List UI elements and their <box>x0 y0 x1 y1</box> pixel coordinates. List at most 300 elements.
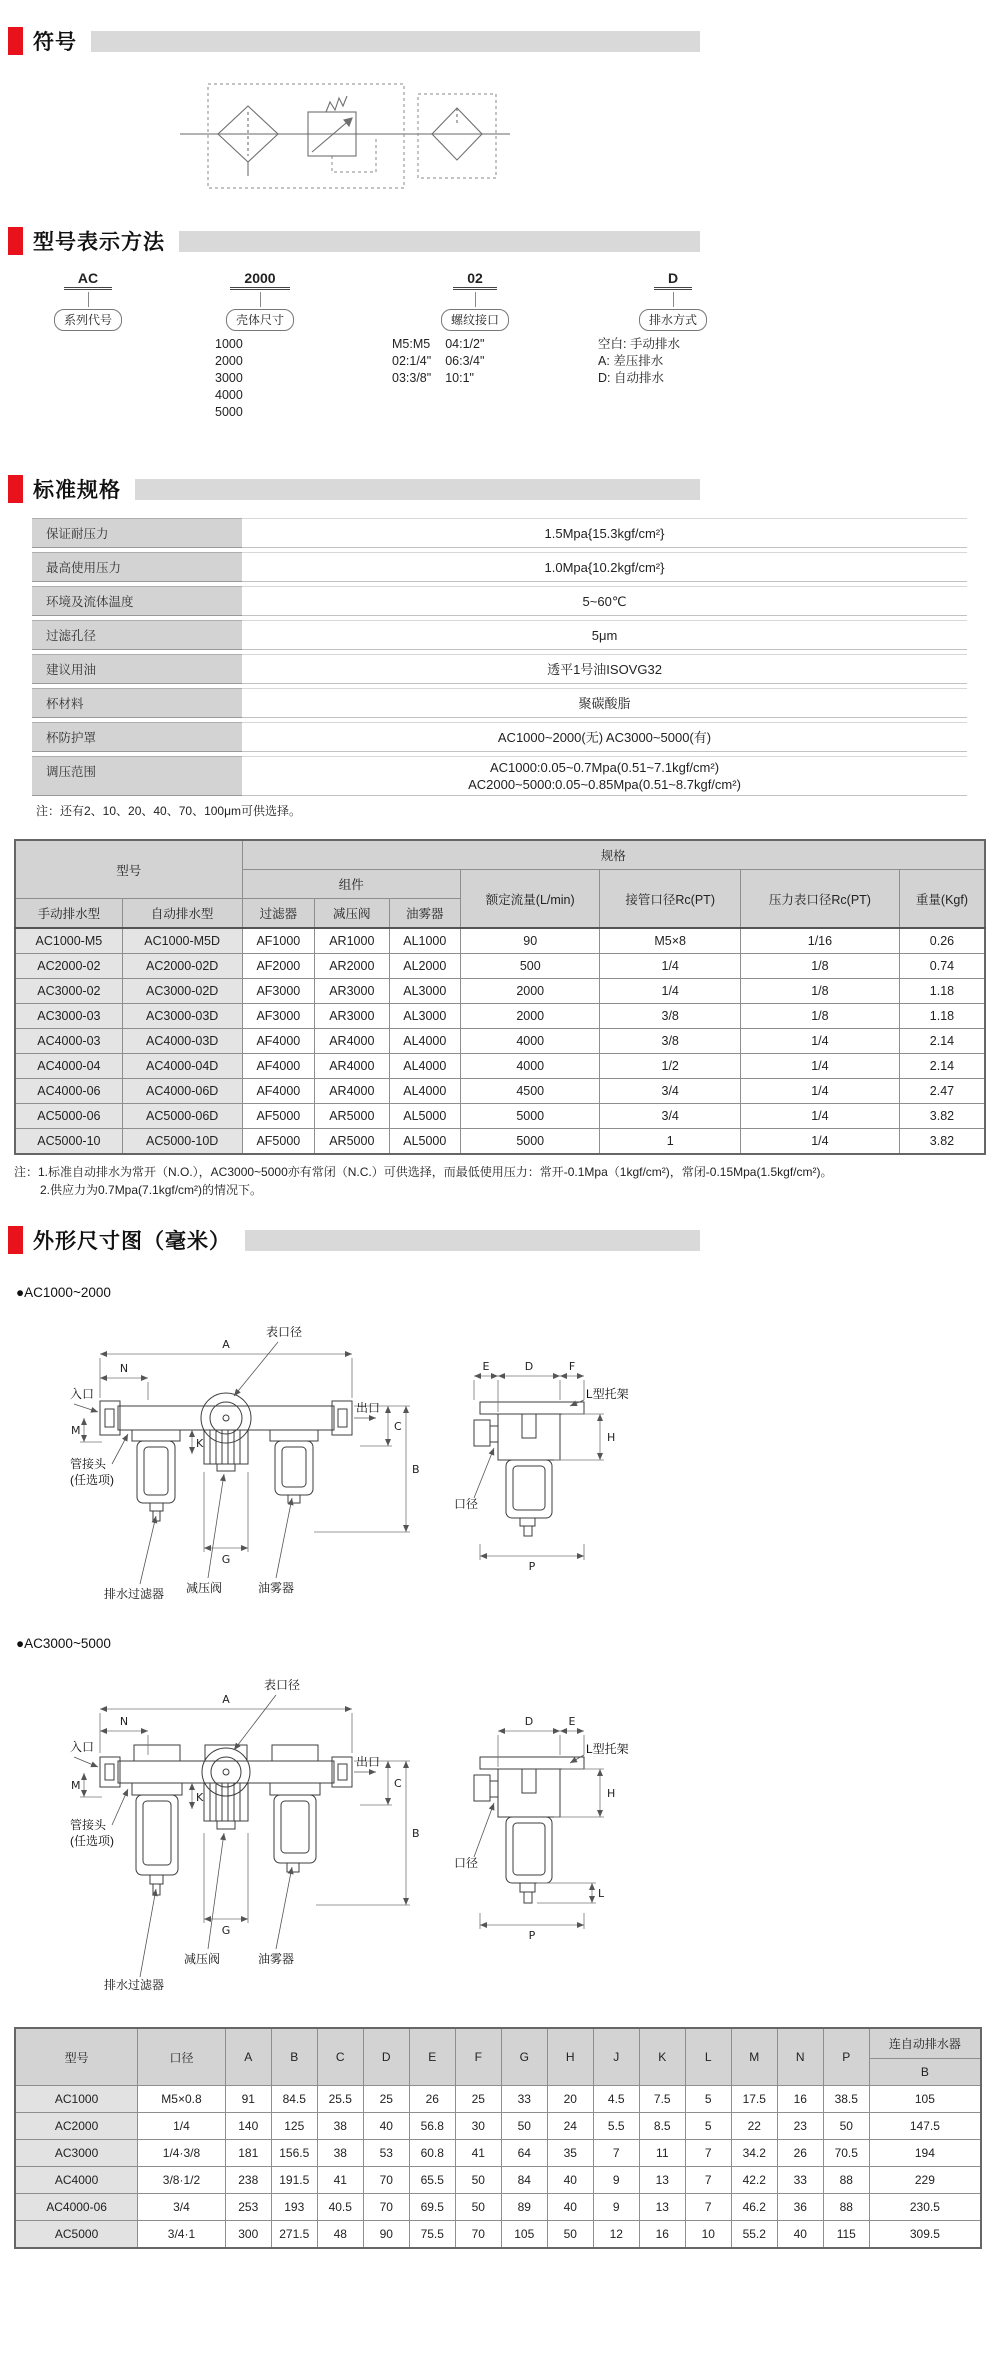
table-cell: AC5000-06D <box>122 1104 242 1129</box>
table-cell: 70 <box>455 2221 501 2249</box>
spec-label: 杯防护罩 <box>32 722 242 752</box>
table-cell: 20 <box>547 2086 593 2113</box>
dashed-boxes <box>208 84 496 188</box>
table-row <box>15 2140 981 2167</box>
callout-lubricator: 油雾器 <box>258 1952 295 1966</box>
callout-l-bracket: L型托架 <box>586 1387 629 1401</box>
table-cell: AR5000 <box>315 1104 390 1129</box>
table-cell: 22 <box>731 2113 777 2140</box>
spec-row <box>32 552 967 582</box>
column-header-spec: 规格 <box>242 840 985 870</box>
column-header-auto-drain-B: B <box>869 2059 981 2086</box>
table-cell: 229 <box>869 2167 981 2194</box>
table-row <box>15 979 985 1004</box>
table-cell: AF2000 <box>242 954 314 979</box>
table-cell: AF3000 <box>242 1004 314 1029</box>
size-options-list <box>205 336 315 421</box>
table-cell: 194 <box>869 2140 981 2167</box>
table-cell: M5×8 <box>600 928 740 954</box>
spec-row <box>32 620 967 650</box>
table-cell: 4000 <box>461 1054 600 1079</box>
connector-line <box>475 292 476 307</box>
dim-label-P: P <box>528 1929 536 1942</box>
table-cell: 181 <box>225 2140 271 2167</box>
dim-label-K: K <box>196 1791 204 1804</box>
table-cell: 38 <box>317 2113 363 2140</box>
code-segment: 2000 <box>230 270 289 290</box>
dim-label-B: B <box>412 1827 420 1840</box>
table-row <box>15 2167 981 2194</box>
dim-label-M: M <box>71 1779 81 1792</box>
table-row <box>15 1004 985 1029</box>
table-cell: AL2000 <box>389 954 460 979</box>
column-header-J: J <box>593 2028 639 2086</box>
table-row <box>15 2221 981 2249</box>
table-cell: 253 <box>225 2194 271 2221</box>
dimension-table-body <box>15 2086 981 2249</box>
table-cell: 84 <box>501 2167 547 2194</box>
table-row <box>15 1129 985 1155</box>
dimension-lines <box>80 1354 604 1560</box>
table-row <box>15 928 985 954</box>
callout-fitting: 管接头 <box>70 1457 107 1471</box>
table-cell: AC3000-03 <box>15 1004 122 1029</box>
table-cell: M5×0.8 <box>138 2086 226 2113</box>
section-heading-specs <box>8 474 700 504</box>
table-cell: 25.5 <box>317 2086 363 2113</box>
red-marker-icon <box>8 475 23 503</box>
callout-lubricator: 油雾器 <box>258 1581 295 1595</box>
table-cell: 65.5 <box>409 2167 455 2194</box>
table-cell: AC3000-02D <box>122 979 242 1004</box>
spec-row <box>32 756 967 796</box>
table-cell: 38 <box>317 2140 363 2167</box>
column-header-A: A <box>225 2028 271 2086</box>
table-cell: 1/4 <box>600 979 740 1004</box>
table-cell: AC3000-03D <box>122 1004 242 1029</box>
dimension-drawing-ac3000-5000 <box>70 1657 670 1997</box>
table-cell: 46.2 <box>731 2194 777 2221</box>
table-cell: 40.5 <box>317 2194 363 2221</box>
table-cell: 16 <box>639 2221 685 2249</box>
table-cell: AR2000 <box>315 954 390 979</box>
table-cell: 1/8 <box>740 1004 899 1029</box>
table-cell: 1 <box>600 1129 740 1155</box>
code-meaning-box: 系列代号 <box>54 309 122 331</box>
table-cell: 90 <box>363 2221 409 2249</box>
table-cell: AC4000-03 <box>15 1029 122 1054</box>
table-cell: 89 <box>501 2194 547 2221</box>
table-cell: AC4000-06 <box>15 1079 122 1104</box>
column-header-model: 型号 <box>15 840 242 899</box>
table-cell: AC1000 <box>15 2086 138 2113</box>
table-cell: 7 <box>593 2140 639 2167</box>
table-cell: AC4000 <box>15 2167 138 2194</box>
table-cell: 12 <box>593 2221 639 2249</box>
table-cell: 2000 <box>461 1004 600 1029</box>
column-header-auto-drain: 自动排水型 <box>122 899 242 929</box>
heading-bar <box>135 479 700 500</box>
dimension-drawing-ac1000-2000 <box>70 1306 670 1606</box>
table-cell: 1/2 <box>600 1054 740 1079</box>
table-cell: AL3000 <box>389 979 460 1004</box>
table-cell: 1/4 <box>740 1079 899 1104</box>
model-code-col-size <box>205 270 315 421</box>
spec-label: 过滤孔径 <box>32 620 242 650</box>
spec-label: 最高使用压力 <box>32 552 242 582</box>
thread-option: 10:1" <box>445 371 474 385</box>
spec-label: 保证耐压力 <box>32 518 242 548</box>
table-cell: 60.8 <box>409 2140 455 2167</box>
dim-label-A: A <box>222 1693 230 1706</box>
code-meaning-box: 壳体尺寸 <box>226 309 294 331</box>
note-line: 注：1.标准自动排水为常开（N.O.），AC3000~5000亦有常闭（N.C.）可供选择，而最低使用压力：常开-0.1Mpa（1kgf/cm²)，常闭-0.15Mpa(1.5kgf/cm²)。 <box>14 1165 833 1179</box>
thread-options-right <box>445 336 484 387</box>
table-cell: 24 <box>547 2113 593 2140</box>
model-code-col-series <box>38 270 138 331</box>
drawing-label-ac1000-2000: ●AC1000~2000 <box>16 1285 111 1300</box>
table-cell: AF3000 <box>242 979 314 1004</box>
table-cell: 75.5 <box>409 2221 455 2249</box>
table-cell: AC1000-M5D <box>122 928 242 954</box>
size-option: 4000 <box>215 388 243 402</box>
thread-option: 04:1/2" <box>445 337 485 351</box>
table-cell: AC3000-02 <box>15 979 122 1004</box>
table-cell: 300 <box>225 2221 271 2249</box>
table-cell: 309.5 <box>869 2221 981 2249</box>
table-cell: AC4000-03D <box>122 1029 242 1054</box>
table-cell: 271.5 <box>271 2221 317 2249</box>
table-cell: AR3000 <box>315 979 390 1004</box>
side-view <box>474 1402 584 1536</box>
table-cell: AR1000 <box>315 928 390 954</box>
red-marker-icon <box>8 27 23 55</box>
column-header-D: D <box>363 2028 409 2086</box>
table-cell: AC2000-02 <box>15 954 122 979</box>
spec-value: AC1000:0.05~0.7Mpa(0.51~7.1kgf/cm²) <box>489 760 720 775</box>
table-cell: AR4000 <box>315 1054 390 1079</box>
drain-option: D: 自动排水 <box>598 371 664 385</box>
table-cell: AC2000 <box>15 2113 138 2140</box>
callout-fitting-optional: (任选项) <box>70 1834 114 1848</box>
table-cell: AC4000-04 <box>15 1054 122 1079</box>
dim-label-D: D <box>524 1715 534 1728</box>
table-cell: 16 <box>777 2086 823 2113</box>
table-cell: 41 <box>455 2140 501 2167</box>
column-header-F: F <box>455 2028 501 2086</box>
table-cell: 7 <box>685 2194 731 2221</box>
table-cell: AF4000 <box>242 1079 314 1104</box>
table-cell: 2.47 <box>899 1079 985 1104</box>
spec-row <box>32 654 967 684</box>
dim-label-L: L <box>598 1887 605 1900</box>
callout-gauge-port: 表口径 <box>265 1325 303 1339</box>
table-cell: 125 <box>271 2113 317 2140</box>
table-cell: 9 <box>593 2194 639 2221</box>
dim-label-C: C <box>394 1420 402 1433</box>
table-cell: 40 <box>777 2221 823 2249</box>
table-cell: AF5000 <box>242 1104 314 1129</box>
table-cell: 2000 <box>461 979 600 1004</box>
table-cell: 35 <box>547 2140 593 2167</box>
table-cell: 1/8 <box>740 979 899 1004</box>
heading-bar <box>245 1230 700 1251</box>
table-cell: 64 <box>501 2140 547 2167</box>
table-cell: AF1000 <box>242 928 314 954</box>
table-cell: 70.5 <box>823 2140 869 2167</box>
column-header-flow: 额定流量(L/min) <box>461 870 600 929</box>
size-option: 1000 <box>215 337 243 351</box>
column-header-P: P <box>823 2028 869 2086</box>
callout-drain-filter: 排水过滤器 <box>104 1587 165 1601</box>
table-cell: AC3000 <box>15 2140 138 2167</box>
table-cell: 5 <box>685 2113 731 2140</box>
table-cell: 3/4 <box>138 2194 226 2221</box>
table-cell: 1.18 <box>899 1004 985 1029</box>
filter-symbol <box>218 106 278 176</box>
callout-gauge-port: 表口径 <box>263 1678 301 1692</box>
table-cell: AC5000-06 <box>15 1104 122 1129</box>
section-title-specs: 标准规格 <box>33 479 121 502</box>
table-cell: 238 <box>225 2167 271 2194</box>
standard-specs-table <box>32 518 967 796</box>
table-cell: 1/4 <box>740 1029 899 1054</box>
callout-bore: 口径 <box>454 1497 479 1511</box>
thread-options-list <box>390 336 560 387</box>
front-view <box>100 1393 352 1521</box>
table-cell: 1/4 <box>740 1054 899 1079</box>
table-cell: 193 <box>271 2194 317 2221</box>
table-cell: 500 <box>461 954 600 979</box>
model-code-col-thread <box>390 270 560 387</box>
table-cell: 5000 <box>461 1129 600 1155</box>
table-cell: 42.2 <box>731 2167 777 2194</box>
table-cell: AR3000 <box>315 1004 390 1029</box>
dim-label-M: M <box>71 1424 81 1437</box>
table-cell: AL4000 <box>389 1029 460 1054</box>
spec-value: 聚碳酸脂 <box>578 695 631 711</box>
table-cell: 90 <box>461 928 600 954</box>
table-cell: 105 <box>869 2086 981 2113</box>
table-cell: 3/4 <box>600 1079 740 1104</box>
spec-row <box>32 688 967 718</box>
table-cell: AL5000 <box>389 1129 460 1155</box>
table-cell: 38.5 <box>823 2086 869 2113</box>
column-header-auto-drain-version: 连自动排水器 <box>869 2028 981 2059</box>
table-cell: 230.5 <box>869 2194 981 2221</box>
column-header-weight: 重量(Kgf) <box>899 870 985 929</box>
thread-option: M5:M5 <box>392 337 431 351</box>
table-cell: AC1000-M5 <box>15 928 122 954</box>
table-cell: 7 <box>685 2167 731 2194</box>
callout-inlet: 入口 <box>70 1387 95 1401</box>
drawing-label-ac3000-5000: ●AC3000~5000 <box>16 1636 111 1651</box>
dim-label-F: F <box>568 1360 576 1373</box>
thread-option: 06:3/4" <box>445 354 485 368</box>
table-cell: 7.5 <box>639 2086 685 2113</box>
section-title-dimensions: 外形尺寸图（毫米） <box>33 1230 231 1253</box>
table-cell: 11 <box>639 2140 685 2167</box>
dim-label-H: H <box>607 1787 616 1800</box>
dim-label-H: H <box>607 1431 616 1444</box>
dim-label-E: E <box>482 1360 490 1373</box>
table-cell: 88 <box>823 2167 869 2194</box>
spec-label: 调压范围 <box>32 756 242 796</box>
table-cell: 0.74 <box>899 954 985 979</box>
column-header-H: H <box>547 2028 593 2086</box>
table-cell: 3.82 <box>899 1104 985 1129</box>
connector-line <box>673 292 674 307</box>
table-cell: 7 <box>685 2140 731 2167</box>
column-header-filter: 过滤器 <box>242 899 314 929</box>
table-cell: 40 <box>547 2167 593 2194</box>
models-components-table <box>14 839 986 1155</box>
table-cell: 50 <box>823 2113 869 2140</box>
table-cell: 1/16 <box>740 928 899 954</box>
models-table-body <box>15 928 985 1154</box>
table-row <box>15 1104 985 1129</box>
table-cell: 25 <box>363 2086 409 2113</box>
table-cell: 50 <box>547 2221 593 2249</box>
dim-label-G: G <box>221 1924 231 1937</box>
callout-l-bracket: L型托架 <box>586 1742 629 1756</box>
table-cell: 88 <box>823 2194 869 2221</box>
size-option: 2000 <box>215 354 243 368</box>
table-cell: AL4000 <box>389 1054 460 1079</box>
code-segment: D <box>654 270 692 290</box>
dim-label-G: G <box>221 1553 231 1566</box>
spec-label: 环境及流体温度 <box>32 586 242 616</box>
callout-drain-filter: 排水过滤器 <box>104 1978 165 1992</box>
section-heading-dimensions <box>8 1225 700 1255</box>
callout-outlet: 出口 <box>356 1401 381 1415</box>
spec-value: AC2000~5000:0.05~0.85Mpa(0.51~8.7kgf/cm²) <box>468 777 741 792</box>
table-cell: 4.5 <box>593 2086 639 2113</box>
table-cell: 25 <box>455 2086 501 2113</box>
spec-value: AC1000~2000(无) AC3000~5000(有) <box>497 729 712 745</box>
table-cell: 26 <box>409 2086 455 2113</box>
model-code-breakdown <box>0 270 1000 448</box>
table-cell: 5 <box>685 2086 731 2113</box>
table-cell: 70 <box>363 2167 409 2194</box>
side-view <box>474 1757 584 1903</box>
dimension-values-table <box>14 2027 982 2249</box>
dim-label-E: E <box>568 1715 576 1728</box>
table-cell: 3.82 <box>899 1129 985 1155</box>
column-header-K: K <box>639 2028 685 2086</box>
table-cell: 41 <box>317 2167 363 2194</box>
regulator-symbol <box>308 96 356 156</box>
table-cell: 3/8 <box>600 1004 740 1029</box>
spec-row <box>32 518 967 548</box>
drain-options-list <box>588 336 758 387</box>
table-cell: 140 <box>225 2113 271 2140</box>
table-cell: 147.5 <box>869 2113 981 2140</box>
table-cell: 33 <box>777 2167 823 2194</box>
table-cell: 36 <box>777 2194 823 2221</box>
table-cell: 69.5 <box>409 2194 455 2221</box>
table-row <box>15 1079 985 1104</box>
table-row <box>15 1054 985 1079</box>
red-marker-icon <box>8 227 23 255</box>
dim-label-N: N <box>119 1715 129 1728</box>
table-cell: 2.14 <box>899 1054 985 1079</box>
column-header-components: 组件 <box>242 870 460 899</box>
table-cell: 34.2 <box>731 2140 777 2167</box>
table-cell: 1.18 <box>899 979 985 1004</box>
front-view <box>100 1745 352 1895</box>
table-cell: 48 <box>317 2221 363 2249</box>
table-cell: 23 <box>777 2113 823 2140</box>
table-cell: 1/4 <box>138 2113 226 2140</box>
table-cell: 91 <box>225 2086 271 2113</box>
column-header-E: E <box>409 2028 455 2086</box>
table-cell: 50 <box>455 2167 501 2194</box>
thread-options-left <box>392 336 431 387</box>
column-header-L: L <box>685 2028 731 2086</box>
table-cell: AC2000-02D <box>122 954 242 979</box>
note-line: 2.供应力为0.7Mpa(7.1kgf/cm²)的情况下。 <box>40 1183 263 1197</box>
spec-value: 1.5Mpa{15.3kgf/cm²} <box>544 525 665 541</box>
connector-line <box>88 292 89 307</box>
table-row <box>15 2113 981 2140</box>
table-cell: 105 <box>501 2221 547 2249</box>
size-option: 3000 <box>215 371 243 385</box>
column-header-regulator: 减压阀 <box>315 899 390 929</box>
column-header-N: N <box>777 2028 823 2086</box>
table-row <box>15 954 985 979</box>
section-heading-model-code <box>8 226 700 256</box>
callout-fitting-optional: (任选项) <box>70 1473 114 1487</box>
table-cell: AC5000-10 <box>15 1129 122 1155</box>
dim-label-A: A <box>222 1338 230 1351</box>
table-cell: 33 <box>501 2086 547 2113</box>
red-marker-icon <box>8 1226 23 1254</box>
section-title-model-code: 型号表示方法 <box>33 231 165 254</box>
table-cell: AC4000-04D <box>122 1054 242 1079</box>
dim-label-K: K <box>196 1437 204 1450</box>
callout-regulator: 减压阀 <box>184 1952 221 1966</box>
connector-line <box>260 292 261 307</box>
table-cell: AF4000 <box>242 1029 314 1054</box>
dim-label-B: B <box>412 1463 420 1476</box>
column-header-C: C <box>317 2028 363 2086</box>
column-header-port: 接管口径Rc(PT) <box>600 870 740 929</box>
section-title-symbol: 符号 <box>33 31 77 54</box>
table-cell: 8.5 <box>639 2113 685 2140</box>
model-code-col-drain <box>588 270 758 387</box>
table-cell: 0.26 <box>899 928 985 954</box>
dim-label-N: N <box>119 1362 129 1375</box>
table-cell: AL4000 <box>389 1079 460 1104</box>
column-header-M: M <box>731 2028 777 2086</box>
table-cell: 2.14 <box>899 1029 985 1054</box>
table-cell: 40 <box>547 2194 593 2221</box>
table-cell: 40 <box>363 2113 409 2140</box>
column-header-lubricator: 油雾器 <box>389 899 460 929</box>
table-cell: AR5000 <box>315 1129 390 1155</box>
table-cell: 30 <box>455 2113 501 2140</box>
heading-bar <box>179 231 700 252</box>
section-heading-symbol <box>8 26 700 56</box>
thread-option: 03:3/8" <box>392 371 432 385</box>
table-cell: 1/4·3/8 <box>138 2140 226 2167</box>
spec-row <box>32 586 967 616</box>
table-cell: AC4000-06D <box>122 1079 242 1104</box>
column-header-gauge-port: 压力表口径Rc(PT) <box>740 870 899 929</box>
table-cell: 10 <box>685 2221 731 2249</box>
table-cell: 3/4 <box>600 1104 740 1129</box>
